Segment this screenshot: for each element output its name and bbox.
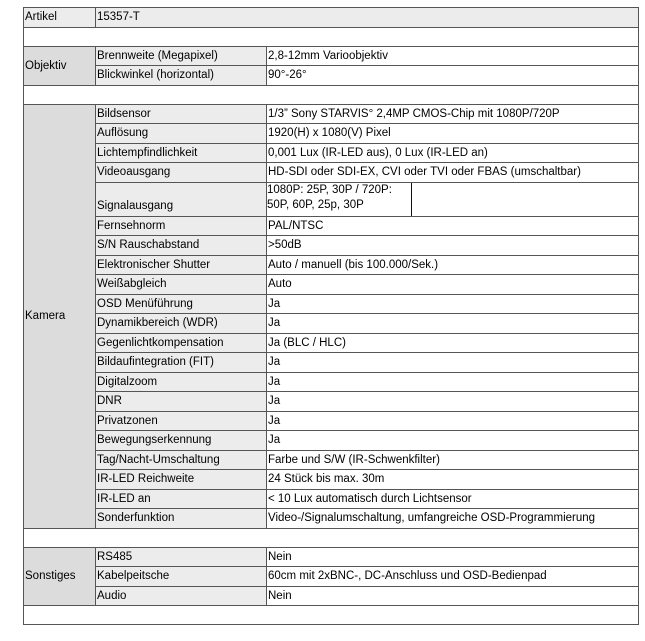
spec-key: OSD Menüführung: [96, 294, 267, 314]
spec-key: IR-LED Reichweite: [96, 470, 267, 490]
spec-value: Auto / manuell (bis 100.000/Sek.): [267, 255, 639, 275]
table-row: [24, 104, 639, 124]
table-row: [24, 46, 639, 66]
table-row: [24, 182, 639, 216]
table-row: [24, 294, 639, 314]
spec-key: S/N Rauschabstand: [96, 236, 267, 256]
article-row: [24, 8, 639, 28]
spacer-row: [24, 27, 639, 46]
spec-value: 1/3” Sony STARVIS° 2,4MP CMOS-Chip mit 1080P/720P: [267, 104, 639, 124]
table-row: [24, 431, 639, 451]
table-row: [24, 372, 639, 392]
spec-value-signal: [267, 182, 639, 216]
spec-key: Bildsensor: [96, 104, 267, 124]
spec-value: PAL/NTSC: [267, 216, 639, 236]
spec-key: Signalausgang: [96, 182, 267, 216]
spacer-row: [24, 85, 639, 104]
spec-key: Kabelpeitsche: [96, 567, 267, 587]
spec-value: 2,8-12mm Varioobjektiv: [267, 46, 639, 66]
spec-key: Audio: [96, 586, 267, 606]
spec-key: Bildaufintegration (FIT): [96, 353, 267, 373]
spec-value: >50dB: [267, 236, 639, 256]
spacer-row: [24, 606, 639, 625]
spacer-row: [24, 528, 639, 547]
table-row: [24, 411, 639, 431]
table-row: [24, 567, 639, 587]
table-row: [24, 143, 639, 163]
table-row: [24, 236, 639, 256]
table-row: [24, 163, 639, 183]
table-row: [24, 586, 639, 606]
signal-line-1: 1080P: 25P, 30P / 720P:: [267, 183, 392, 196]
spec-key: Sonderfunktion: [96, 509, 267, 529]
group-objektiv: Objektiv: [24, 46, 96, 85]
spec-key: Privatzonen: [96, 411, 267, 431]
spec-value: 0,001 Lux (IR-LED aus), 0 Lux (IR-LED an): [267, 143, 639, 163]
signal-value-left: [267, 183, 412, 216]
table-row: [24, 547, 639, 567]
spec-value: Ja: [267, 294, 639, 314]
table-row: [24, 353, 639, 373]
spec-value: Farbe und S/W (IR-Schwenkfilter): [267, 450, 639, 470]
spec-value: Ja: [267, 411, 639, 431]
spec-key: RS485: [96, 547, 267, 567]
table-row: [24, 333, 639, 353]
spec-key: Elektronischer Shutter: [96, 255, 267, 275]
table-row: [24, 66, 639, 86]
signal-line-2: 50P, 60P, 25p, 30P: [267, 198, 364, 211]
spec-value: Ja: [267, 314, 639, 334]
group-kamera: Kamera: [24, 104, 96, 528]
spec-value: Nein: [267, 547, 639, 567]
spec-value: Video-/Signalumschaltung, umfangreiche OSD-Programmierung: [267, 509, 639, 529]
spec-value: 60cm mit 2xBNC-, DC-Anschluss und OSD-Bedienpad: [267, 567, 639, 587]
spec-key: Auflösung: [96, 124, 267, 144]
spec-value: Ja: [267, 431, 639, 451]
table-row: [24, 470, 639, 490]
table-row: [24, 509, 639, 529]
spec-key: Lichtempfindlichkeit: [96, 143, 267, 163]
spec-key: Digitalzoom: [96, 372, 267, 392]
spec-key: Tag/Nacht-Umschaltung: [96, 450, 267, 470]
spec-key: Videoausgang: [96, 163, 267, 183]
spec-value: Auto: [267, 275, 639, 295]
spec-key: Gegenlichtkompensation: [96, 333, 267, 353]
spec-value: Ja: [267, 353, 639, 373]
spec-value: Nein: [267, 586, 639, 606]
group-sonstiges: Sonstiges: [24, 547, 96, 606]
table-row: [24, 216, 639, 236]
spec-key: DNR: [96, 392, 267, 412]
spec-table: [23, 7, 639, 625]
spec-key: Dynamikbereich (WDR): [96, 314, 267, 334]
spec-value: Ja (BLC / HLC): [267, 333, 639, 353]
signal-value-right: [412, 183, 638, 216]
spec-key: IR-LED an: [96, 489, 267, 509]
table-row: [24, 450, 639, 470]
article-label: Artikel: [24, 8, 96, 28]
spec-key: Bewegungserkennung: [96, 431, 267, 451]
table-row: [24, 392, 639, 412]
spec-value: 90°-26°: [267, 66, 639, 86]
table-row: [24, 124, 639, 144]
spec-value: Ja: [267, 392, 639, 412]
spec-value: 1920(H) x 1080(V) Pixel: [267, 124, 639, 144]
spec-value: 24 Stück bis max. 30m: [267, 470, 639, 490]
table-row: [24, 275, 639, 295]
spec-value: < 10 Lux automatisch durch Lichtsensor: [267, 489, 639, 509]
spec-key: Weißabgleich: [96, 275, 267, 295]
spec-value: Ja: [267, 372, 639, 392]
table-row: [24, 489, 639, 509]
spec-key: Blickwinkel (horizontal): [96, 66, 267, 86]
spec-key: Brennweite (Megapixel): [96, 46, 267, 66]
table-row: [24, 255, 639, 275]
article-value: 15357-T: [96, 8, 639, 28]
table-row: [24, 314, 639, 334]
spec-value: HD-SDI oder SDI-EX, CVI oder TVI oder FBAS (umschaltbar): [267, 163, 639, 183]
spec-key: Fernsehnorm: [96, 216, 267, 236]
